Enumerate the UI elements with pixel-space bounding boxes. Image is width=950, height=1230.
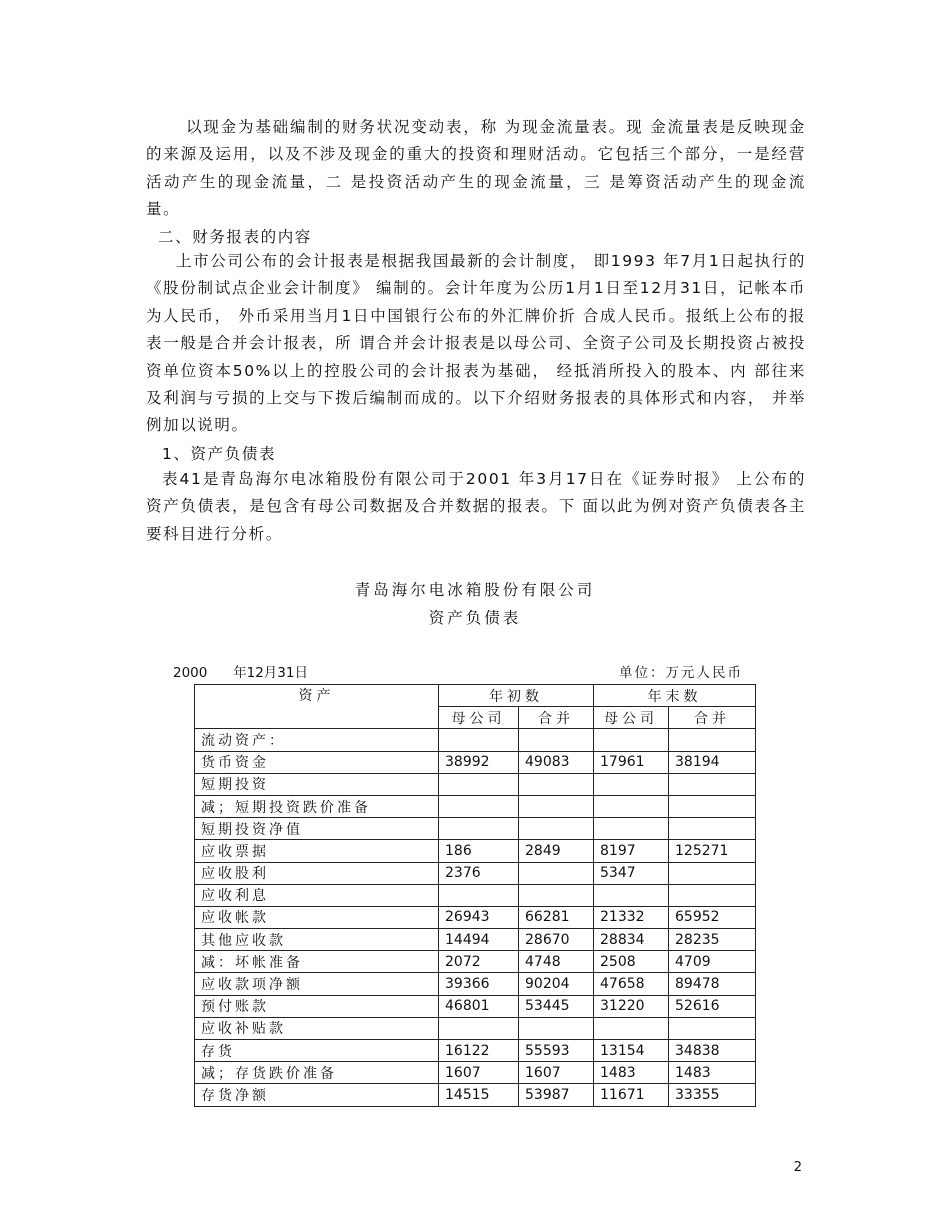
parent-begin-cell: 14515 bbox=[439, 1084, 519, 1106]
row-label: 减；短期投资跌价准备 bbox=[195, 795, 439, 817]
consolidated-begin-cell: 53445 bbox=[519, 995, 594, 1017]
table-row bbox=[195, 840, 756, 862]
table-row bbox=[195, 795, 756, 817]
table-row bbox=[195, 906, 756, 928]
header-year-end: 年末数 bbox=[594, 685, 756, 707]
consolidated-begin-cell: 55593 bbox=[519, 1040, 594, 1062]
consolidated-begin-cell bbox=[519, 862, 594, 884]
parent-begin-cell bbox=[439, 729, 519, 751]
company-name: 青岛海尔电冰箱股份有限公司 bbox=[354, 581, 596, 599]
consolidated-end-cell: 125271 bbox=[669, 840, 756, 862]
parent-end-cell: 28834 bbox=[594, 929, 669, 951]
parent-end-cell bbox=[594, 729, 669, 751]
table-row bbox=[195, 773, 756, 795]
consolidated-begin-cell: 1607 bbox=[519, 1062, 594, 1084]
parent-end-cell: 8197 bbox=[594, 840, 669, 862]
consolidated-end-cell bbox=[669, 795, 756, 817]
table-row bbox=[195, 995, 756, 1017]
parent-end-cell: 2508 bbox=[594, 951, 669, 973]
consolidated-end-cell bbox=[669, 818, 756, 840]
consolidated-end-cell: 89478 bbox=[669, 973, 756, 995]
parent-end-cell: 1483 bbox=[594, 1062, 669, 1084]
consolidated-end-cell: 38194 bbox=[669, 751, 756, 773]
consolidated-end-cell bbox=[669, 729, 756, 751]
parent-end-cell: 5347 bbox=[594, 862, 669, 884]
report-title: 资产负债表 bbox=[428, 609, 522, 627]
row-label: 短期投资 bbox=[195, 773, 439, 795]
consolidated-end-cell: 33355 bbox=[669, 1084, 756, 1106]
row-label: 应收利息 bbox=[195, 884, 439, 906]
parent-end-cell: 47658 bbox=[594, 973, 669, 995]
row-label: 应收款项净额 bbox=[195, 973, 439, 995]
consolidated-end-cell: 52616 bbox=[669, 995, 756, 1017]
parent-end-cell bbox=[594, 1017, 669, 1039]
table-row bbox=[195, 1040, 756, 1062]
parent-end-cell bbox=[594, 884, 669, 906]
consolidated-begin-cell bbox=[519, 1017, 594, 1039]
parent-end-cell: 21332 bbox=[594, 906, 669, 928]
subsection-heading: 1、资产负债表 bbox=[162, 445, 277, 463]
row-label: 应收票据 bbox=[195, 840, 439, 862]
row-label: 货币资金 bbox=[195, 751, 439, 773]
parent-end-cell: 31220 bbox=[594, 995, 669, 1017]
consolidated-begin-cell: 2849 bbox=[519, 840, 594, 862]
parent-begin-cell: 38992 bbox=[439, 751, 519, 773]
content-paragraph: 上市公司公布的会计报表是根据我国最新的会计制度， 即1993 年7月1日起执行的《股份制试点企业会计制度》 编制的。会计年度为公历1月1日至12月31日，记帐本币为人民币， 外币采用当月1日中国银行公布的外汇牌价折 合成人民币。报纸上公布的报表一般是合并会计报表，所 谓合并会计报表是以母公司、全资子公司及长期投资占被投资单位资本50%以上的控股公司的会计报表为基础， 经抵消所投入的股本、内 部往来及利润与亏损的上交与下拨后编制而成的。以下介绍财务报表的具体形式和内容， 并举例加以说明。 bbox=[146, 252, 806, 435]
subheader-parent-end: 母公司 bbox=[594, 707, 669, 729]
consolidated-begin-cell: 90204 bbox=[519, 973, 594, 995]
table-row bbox=[195, 951, 756, 973]
consolidated-end-cell bbox=[669, 1017, 756, 1039]
consolidated-begin-cell: 53987 bbox=[519, 1084, 594, 1106]
parent-begin-cell bbox=[439, 818, 519, 840]
subheader-parent-begin: 母公司 bbox=[439, 707, 519, 729]
parent-begin-cell: 14494 bbox=[439, 929, 519, 951]
consolidated-begin-cell bbox=[519, 729, 594, 751]
row-label: 其他应收款 bbox=[195, 929, 439, 951]
parent-begin-cell: 2376 bbox=[439, 862, 519, 884]
parent-end-cell bbox=[594, 818, 669, 840]
parent-begin-cell: 1607 bbox=[439, 1062, 519, 1084]
consolidated-end-cell: 4709 bbox=[669, 951, 756, 973]
parent-begin-cell: 26943 bbox=[439, 906, 519, 928]
parent-end-cell bbox=[594, 795, 669, 817]
parent-begin-cell bbox=[439, 884, 519, 906]
row-label: 预付账款 bbox=[195, 995, 439, 1017]
row-label: 减：坏帐准备 bbox=[195, 951, 439, 973]
row-label: 流动资产： bbox=[195, 729, 439, 751]
consolidated-begin-cell: 28670 bbox=[519, 929, 594, 951]
consolidated-begin-cell: 49083 bbox=[519, 751, 594, 773]
parent-end-cell bbox=[594, 773, 669, 795]
header-year-begin: 年初数 bbox=[439, 685, 594, 707]
parent-begin-cell: 16122 bbox=[439, 1040, 519, 1062]
table-row bbox=[195, 1062, 756, 1084]
row-label: 应收股利 bbox=[195, 862, 439, 884]
consolidated-begin-cell: 66281 bbox=[519, 906, 594, 928]
row-label: 减；存货跌价准备 bbox=[195, 1062, 439, 1084]
report-date: 2000 年12月31日 bbox=[173, 665, 308, 681]
consolidated-end-cell: 1483 bbox=[669, 1062, 756, 1084]
section-heading: 二、财务报表的内容 bbox=[158, 228, 312, 246]
page-number: 2 bbox=[793, 1160, 802, 1175]
table-row bbox=[195, 862, 756, 884]
row-label: 应收补贴款 bbox=[195, 1017, 439, 1039]
parent-begin-cell bbox=[439, 773, 519, 795]
parent-begin-cell: 2072 bbox=[439, 951, 519, 973]
table-row bbox=[195, 1084, 756, 1106]
parent-begin-cell: 186 bbox=[439, 840, 519, 862]
subheader-consolidated-end: 合并 bbox=[669, 707, 756, 729]
consolidated-begin-cell: 4748 bbox=[519, 951, 594, 973]
consolidated-end-cell: 34838 bbox=[669, 1040, 756, 1062]
parent-begin-cell bbox=[439, 1017, 519, 1039]
row-label: 短期投资净值 bbox=[195, 818, 439, 840]
intro-paragraph: 以现金为基础编制的财务状况变动表，称 为现金流量表。现 金流量表是反映现金的来源及运用，以及不涉及现金的重大的投资和理财活动。它包括三个部分，一是经营活动产生的现金流量，二 是投资活动产生的现金流量，三 是筹资活动产生的现金流量。 bbox=[146, 118, 806, 219]
row-label: 存货净额 bbox=[195, 1084, 439, 1106]
table-row bbox=[195, 818, 756, 840]
consolidated-begin-cell bbox=[519, 818, 594, 840]
table-row bbox=[195, 1017, 756, 1039]
parent-end-cell: 17961 bbox=[594, 751, 669, 773]
consolidated-begin-cell bbox=[519, 884, 594, 906]
table-row bbox=[195, 729, 756, 751]
table-header-row bbox=[195, 685, 756, 707]
consolidated-end-cell bbox=[669, 884, 756, 906]
table-row bbox=[195, 973, 756, 995]
consolidated-end-cell bbox=[669, 862, 756, 884]
balance-sheet-table bbox=[194, 684, 756, 1107]
table-body bbox=[195, 729, 756, 1106]
consolidated-end-cell bbox=[669, 773, 756, 795]
parent-begin-cell bbox=[439, 795, 519, 817]
header-asset: 资产 bbox=[195, 685, 439, 729]
consolidated-begin-cell bbox=[519, 795, 594, 817]
parent-end-cell: 11671 bbox=[594, 1084, 669, 1106]
example-paragraph: 表41是青岛海尔电冰箱股份有限公司于2001 年3月17日在《证券时报》 上公布的资产负债表，是包含有母公司数据及合并数据的报表。下 面以此为例对资产负债表各主要科目进行分析。 bbox=[146, 470, 806, 543]
table-row bbox=[195, 929, 756, 951]
consolidated-end-cell: 28235 bbox=[669, 929, 756, 951]
table-row bbox=[195, 751, 756, 773]
consolidated-end-cell: 65952 bbox=[669, 906, 756, 928]
row-label: 应收帐款 bbox=[195, 906, 439, 928]
table-row bbox=[195, 884, 756, 906]
parent-begin-cell: 46801 bbox=[439, 995, 519, 1017]
parent-begin-cell: 39366 bbox=[439, 973, 519, 995]
report-unit: 单位：万元人民币 bbox=[619, 665, 743, 681]
parent-end-cell: 13154 bbox=[594, 1040, 669, 1062]
consolidated-begin-cell bbox=[519, 773, 594, 795]
row-label: 存货 bbox=[195, 1040, 439, 1062]
subheader-consolidated-begin: 合并 bbox=[519, 707, 594, 729]
